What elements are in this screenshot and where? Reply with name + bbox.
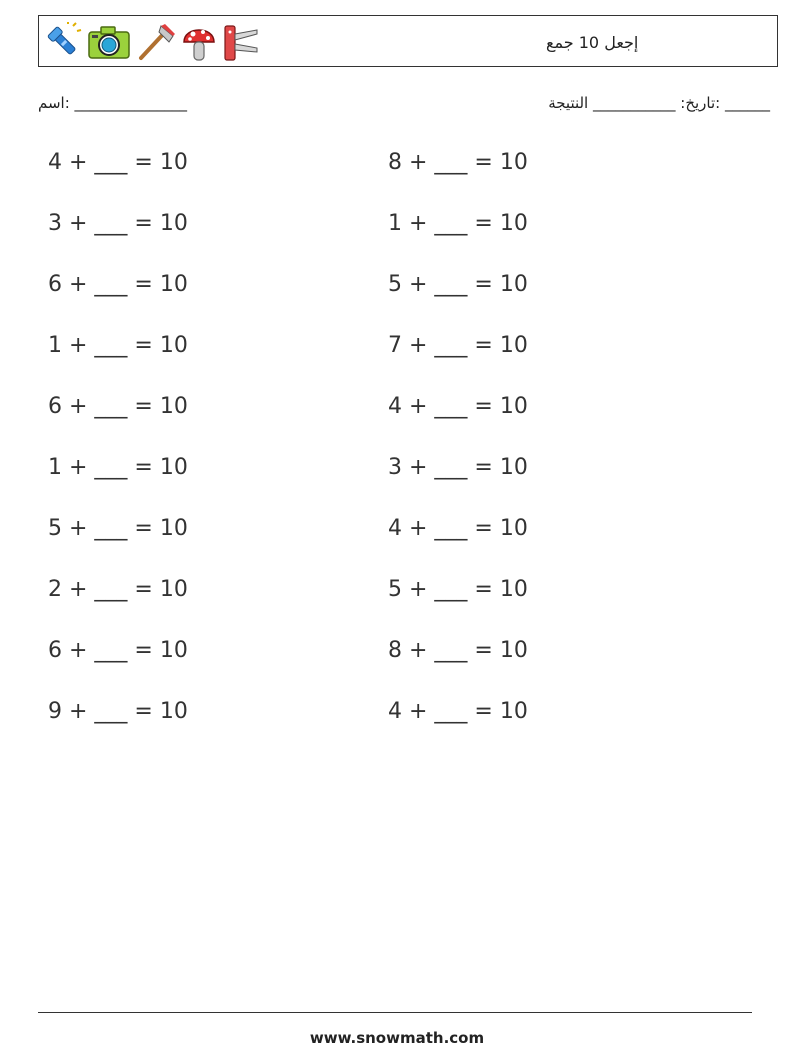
clipboard-icon xyxy=(221,22,263,62)
problem: 4 + ___ = 10 xyxy=(388,394,528,419)
problem: 5 + ___ = 10 xyxy=(388,577,528,602)
footer-divider xyxy=(38,1012,752,1013)
problem: 6 + ___ = 10 xyxy=(48,272,188,297)
problem: 5 + ___ = 10 xyxy=(388,272,528,297)
flashlight-icon xyxy=(43,22,83,62)
problem: 8 + ___ = 10 xyxy=(388,150,528,175)
header-icons xyxy=(43,20,263,64)
problem: 1 + ___ = 10 xyxy=(48,455,188,480)
problem: 6 + ___ = 10 xyxy=(48,394,188,419)
problem: 5 + ___ = 10 xyxy=(48,516,188,541)
problem: 8 + ___ = 10 xyxy=(388,638,528,663)
mushroom-icon xyxy=(181,20,217,64)
name-line: _______________ :اسم xyxy=(38,94,188,112)
date-score-line: ______ :تاريخ: ___________ النتيجة xyxy=(548,94,770,112)
camera-icon xyxy=(87,22,131,62)
problem: 2 + ___ = 10 xyxy=(48,577,188,602)
problem: 6 + ___ = 10 xyxy=(48,638,188,663)
axe-icon xyxy=(135,22,177,62)
problem: 1 + ___ = 10 xyxy=(388,211,528,236)
footer-url[interactable]: www.snowmath.com xyxy=(309,1029,485,1047)
header-box xyxy=(38,15,778,67)
problem: 1 + ___ = 10 xyxy=(48,333,188,358)
problem: 7 + ___ = 10 xyxy=(388,333,528,358)
problem: 3 + ___ = 10 xyxy=(48,211,188,236)
problem: 4 + ___ = 10 xyxy=(388,516,528,541)
problem: 4 + ___ = 10 xyxy=(48,150,188,175)
problem: 4 + ___ = 10 xyxy=(388,699,528,724)
problem: 3 + ___ = 10 xyxy=(388,455,528,480)
worksheet-title: إجعل 10 جمع xyxy=(546,33,639,52)
problem: 9 + ___ = 10 xyxy=(48,699,188,724)
